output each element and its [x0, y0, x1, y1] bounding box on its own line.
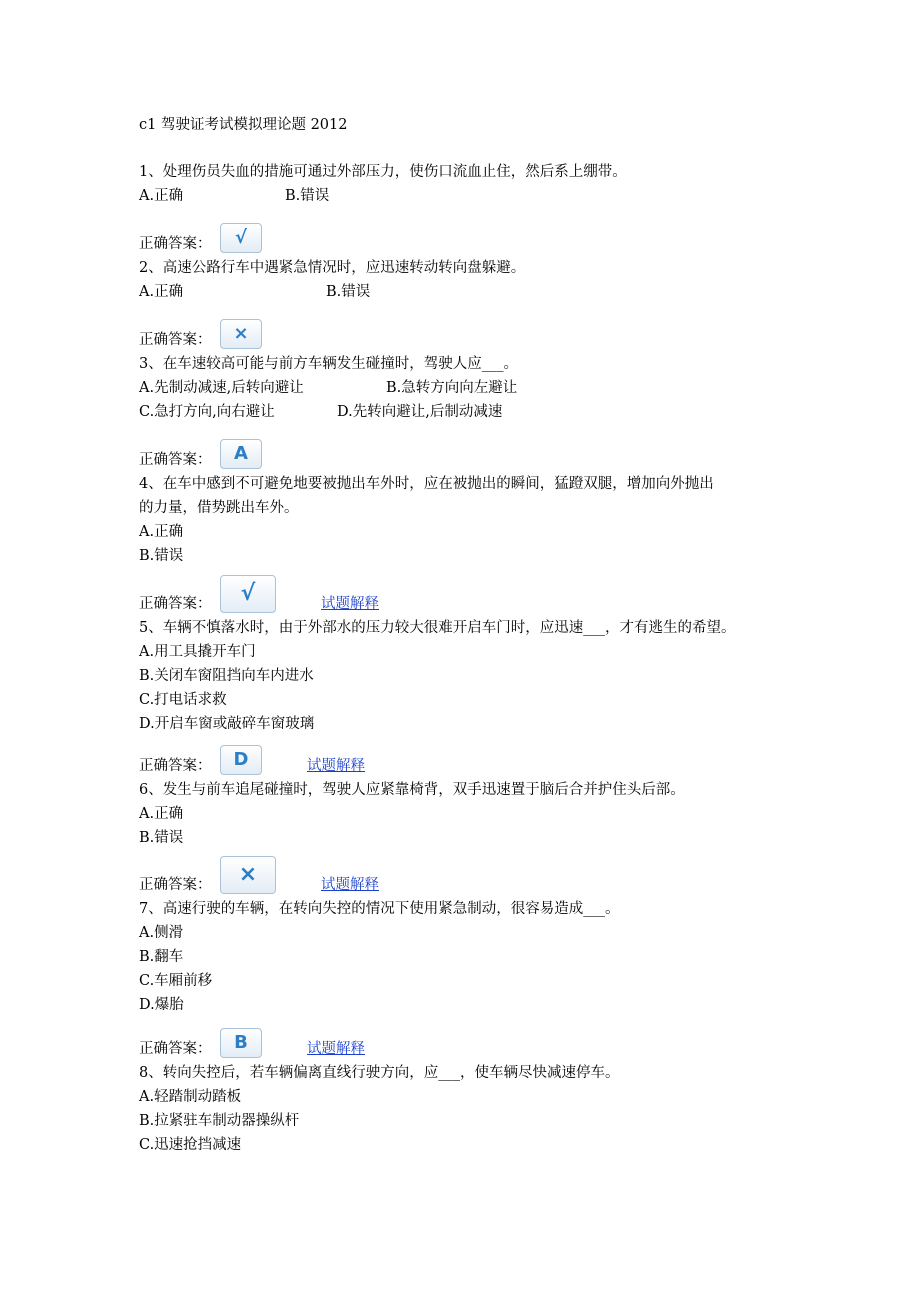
option-d: D.爆胎 [139, 997, 184, 1013]
option-a: A.轻踏制动踏板 [139, 1089, 242, 1105]
document-body [139, 112, 799, 1157]
answer-row [139, 323, 799, 352]
question-stem: 5、车辆不慎落水时，由于外部水的压力较大很难开启车门时，应迅速___，才有逃生的希望。 [139, 620, 736, 636]
option-a: A.正确 [139, 188, 184, 204]
option-a: A.正确 [139, 284, 184, 300]
answer-check-icon: √ [220, 223, 262, 253]
question-1 [139, 160, 799, 256]
answer-cross-icon: × [220, 319, 262, 349]
options-row [139, 280, 799, 304]
answer-letter-icon: B [220, 1028, 262, 1058]
option-b: B.关闭车窗阻挡向车内进水 [139, 668, 314, 684]
question-2 [139, 256, 799, 352]
option-c: C.车厢前移 [139, 973, 213, 989]
document-title: c1 驾驶证考试模拟理论题 2012 [139, 117, 348, 133]
answer-check-icon: √ [220, 575, 276, 613]
question-6 [139, 778, 799, 897]
question-7 [139, 897, 799, 1061]
answer-label: 正确答案： [139, 596, 212, 612]
answer-label: 正确答案： [139, 758, 212, 774]
explain-link[interactable]: 试题解释 [321, 596, 379, 612]
answer-label: 正确答案： [139, 1041, 212, 1057]
option-d: D.先转向避让,后制动减速 [337, 404, 503, 420]
options-row [139, 184, 799, 208]
answer-row [139, 862, 799, 897]
question-stem: 3、在车速较高可能与前方车辆发生碰撞时，驾驶人应___。 [139, 356, 518, 372]
answer-letter-icon: D [220, 745, 262, 775]
answer-label: 正确答案： [139, 236, 212, 252]
question-stem: 1、处理伤员失血的措施可通过外部压力，使伤口流血止住，然后系上绷带。 [139, 164, 627, 180]
answer-row [139, 1032, 799, 1061]
option-c: C.急打方向,向右避让 [139, 404, 275, 420]
answer-label: 正确答案： [139, 452, 212, 468]
answer-row [139, 443, 799, 472]
option-a: A.正确 [139, 806, 184, 822]
explain-link[interactable]: 试题解释 [321, 877, 379, 893]
answer-label: 正确答案： [139, 332, 212, 348]
option-b: B.拉紧驻车制动器操纵杆 [139, 1113, 300, 1129]
option-b: B.急转方向向左避让 [386, 380, 518, 396]
option-c: C.打电话求救 [139, 692, 227, 708]
answer-row [139, 581, 799, 616]
option-b: B.翻车 [139, 949, 184, 965]
question-stem: 4、在车中感到不可避免地要被抛出车外时，应在被抛出的瞬间，猛蹬双腿，增加向外抛出 [139, 476, 714, 492]
question-stem: 8、转向失控后，若车辆偏离直线行驶方向，应___，使车辆尽快减速停车。 [139, 1065, 620, 1081]
answer-cross-icon: × [220, 856, 276, 894]
answer-letter-icon: A [220, 439, 262, 469]
answer-row [139, 749, 799, 778]
answer-row [139, 227, 799, 256]
option-a: A.侧滑 [139, 925, 184, 941]
option-a: A.先制动减速,后转向避让 [139, 380, 304, 396]
question-3 [139, 352, 799, 472]
option-b: B.错误 [139, 548, 184, 564]
question-stem: 7、高速行驶的车辆，在转向失控的情况下使用紧急制动，很容易造成___。 [139, 901, 620, 917]
question-5 [139, 616, 799, 778]
options-row [139, 376, 799, 400]
question-8 [139, 1061, 799, 1157]
options-row [139, 400, 799, 424]
option-b: B.错误 [326, 284, 371, 300]
explain-link[interactable]: 试题解释 [307, 1041, 365, 1057]
answer-label: 正确答案： [139, 877, 212, 893]
explain-link[interactable]: 试题解释 [307, 758, 365, 774]
question-4 [139, 472, 799, 616]
option-a: A.正确 [139, 524, 184, 540]
option-a: A.用工具撬开车门 [139, 644, 256, 660]
question-stem: 2、高速公路行车中遇紧急情况时，应迅速转动转向盘躲避。 [139, 260, 526, 276]
option-b: B.错误 [285, 188, 330, 204]
question-stem-continued: 的力量，借势跳出车外。 [139, 500, 299, 516]
question-stem: 6、发生与前车追尾碰撞时，驾驶人应紧靠椅背，双手迅速置于脑后合并护住头后部。 [139, 782, 685, 798]
option-c: C.迅速抢挡减速 [139, 1137, 242, 1153]
option-d: D.开启车窗或敲碎车窗玻璃 [139, 716, 315, 732]
option-b: B.错误 [139, 830, 184, 846]
